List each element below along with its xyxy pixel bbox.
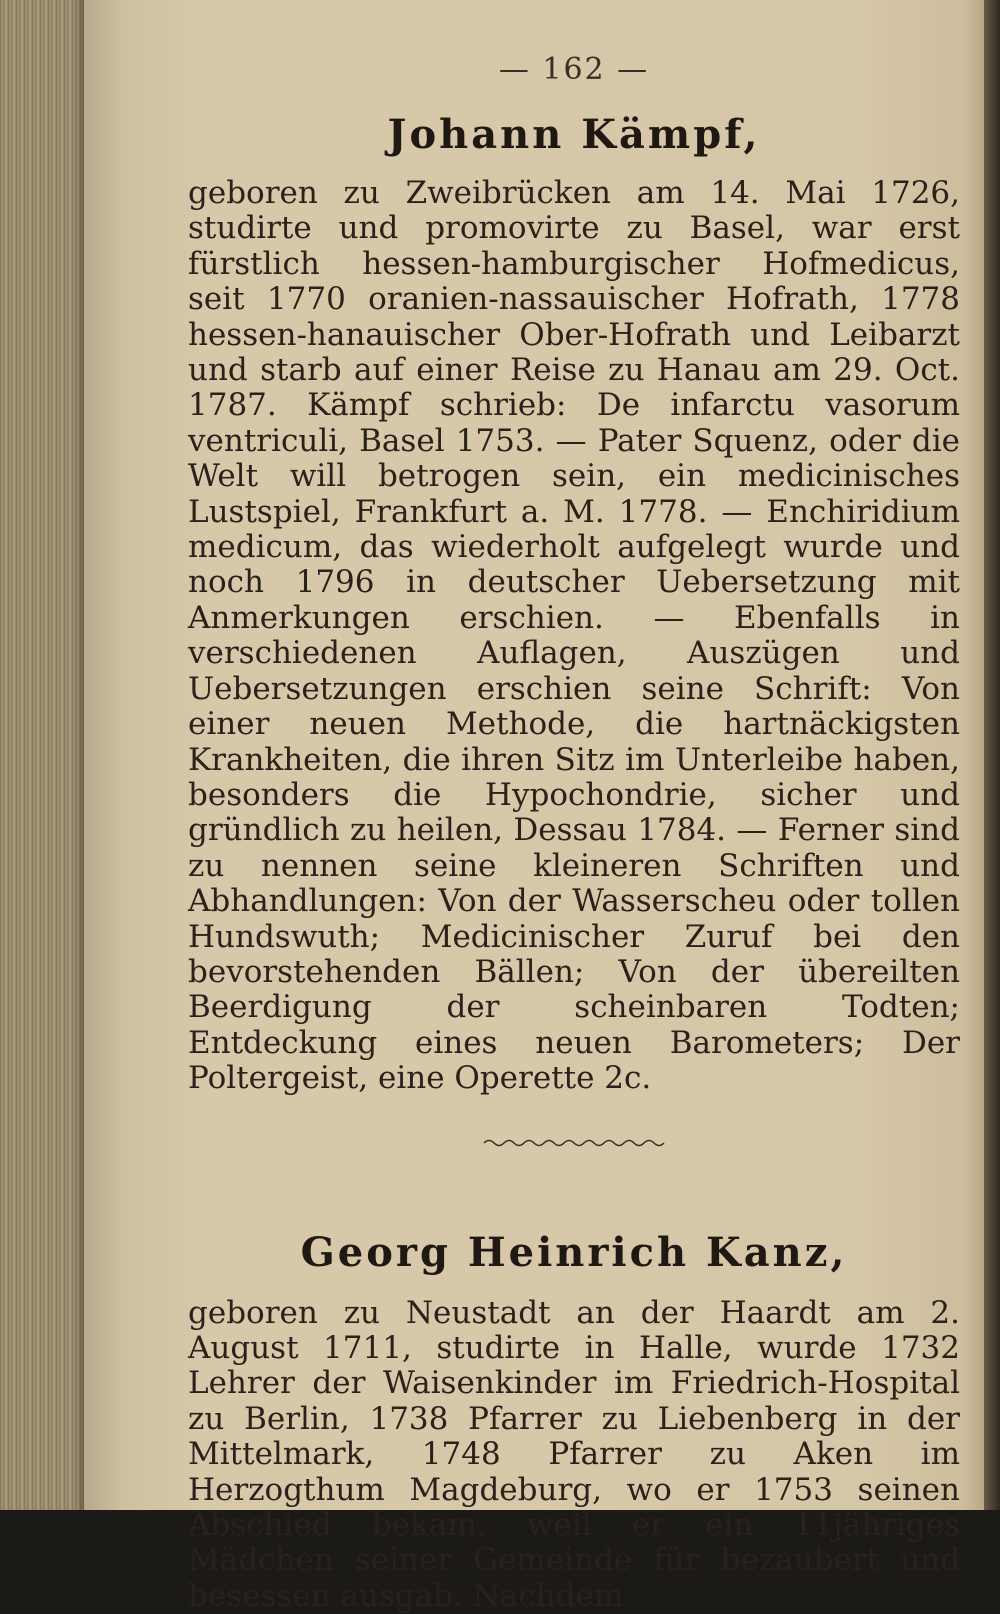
entry-body [188, 1296, 960, 1614]
wavy-separator [484, 1137, 664, 1149]
entry-title: Johann Kämpf, [387, 111, 761, 158]
entry-title: Georg Heinrich Kanz, [300, 1228, 848, 1276]
entry-paragraph: geboren zu Zweibrücken am 14. Mai 1726, studirte und promovirte zu Basel, war erst fürstlich hessen-hamburgischer Hofmedicus, seit 1770 oranien-nassauischer Hofrath, 1778 hessen-hanauischer Ober-Hofrath und Leibarzt und starb auf einer Reise zu Hanau am 29. Oct. 1787. Kämpf schrieb: De infarctu vasorum ventriculi, Basel 1753. — Pater Squenz, oder die Welt will betrogen sein, ein medicinisches Lustspiel, Frankfurt a. M. 1778. — Enchiridium medicum, das wiederholt aufgelegt wurde und noch 1796 in deutscher Uebersetzung mit Anmerkungen erschien. — Ebenfalls in verschiedenen Auflagen, Auszügen und Uebersetzungen erschien seine Schrift: Von einer neuen Methode, die hartnäckigsten Krankheiten, die ihren Sitz im Unterleibe haben, besonders die Hypochondrie, sicher und gründlich zu heilen, Dessau 1784. — Ferner sind zu nennen seine kleineren Schriften und Abhandlungen: Von der Wasserscheu oder tollen Hundswuth; Medicinischer Zuruf bei den bevorstehenden Bällen; Von der übereilten Beerdigung der scheinbaren Todten; Entdeckung eines neuen Barometers; Der Poltergeist, eine Operette 2c. [188, 175, 960, 1097]
entry-georg-heinrich-kanz [188, 1229, 960, 1614]
book-page-edges [0, 0, 84, 1510]
entry-johann-kaempf [188, 111, 960, 1097]
book-right-edge [984, 0, 1000, 1510]
page-content [188, 52, 960, 1614]
page-number: — 162 — [498, 52, 650, 87]
entry-paragraph: geboren zu Neustadt an der Haardt am 2. August 1711, studirte in Halle, wurde 1732 Lehrer der Waisenkinder im Friedrich-Hospital zu Berlin, 1738 Pfarrer zu Liebenberg in der Mittelmark, 1748 Pfarrer zu Aken im Herzogthum Magdeburg, wo er 1753 seinen Abschied bekam, weil er ein 11jähriges Mädchen seiner Gemeinde für bezaubert und besessen ausgab. Nachdem [188, 1294, 960, 1614]
entry-body [188, 176, 960, 1097]
